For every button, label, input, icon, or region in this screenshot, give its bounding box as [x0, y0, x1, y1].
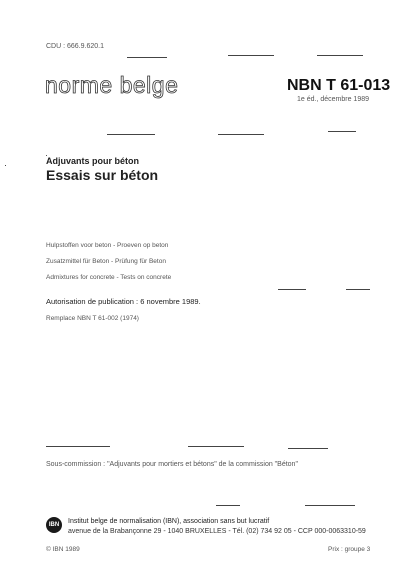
price-group: Prix : groupe 3 — [328, 546, 371, 553]
dot — [5, 165, 6, 166]
institute-name: Institut belge de normalisation (IBN), association sans but lucratif — [68, 518, 270, 525]
rule — [328, 131, 356, 132]
title-dutch: Hulpstoffen voor beton - Proeven op beton — [46, 242, 169, 249]
rule — [216, 505, 240, 506]
brand-title: norme belge — [45, 72, 179, 98]
rule — [278, 289, 306, 290]
rule — [188, 446, 244, 447]
rule — [317, 55, 363, 56]
document-title: Essais sur béton — [46, 167, 159, 183]
title-english: Admixtures for concrete - Tests on concrete — [46, 274, 172, 281]
udc-code: CDU : 666.9.620.1 — [46, 43, 104, 50]
ibn-logo-icon: IBN — [46, 517, 62, 533]
replaces-note: Remplace NBN T 61-002 (1974) — [46, 315, 139, 322]
edition-date: 1e éd., décembre 1989 — [297, 96, 369, 103]
rule — [218, 134, 264, 135]
rule — [46, 446, 110, 447]
commission-note: Sous-commission : "Adjuvants pour mortiers et bétons" de la commission "Béton" — [46, 461, 298, 468]
rule — [288, 448, 328, 449]
rule — [346, 289, 370, 290]
rule — [228, 55, 274, 56]
rule — [305, 505, 355, 506]
rule — [127, 57, 167, 58]
copyright: © IBN 1989 — [46, 546, 80, 553]
document-subtitle: Adjuvants pour béton — [46, 156, 139, 166]
rule — [107, 134, 155, 135]
publication-authorization: Autorisation de publication : 6 novembre 1989. — [46, 297, 201, 306]
standard-number: NBN T 61-013 — [287, 77, 391, 94]
institute-address: avenue de la Brabançonne 29 - 1040 BRUXELLES - Tél. (02) 734 92 05 - CCP 000-0063310-59 — [68, 528, 366, 535]
title-german: Zusatzmittel für Beton - Prüfung für Beton — [46, 258, 166, 265]
